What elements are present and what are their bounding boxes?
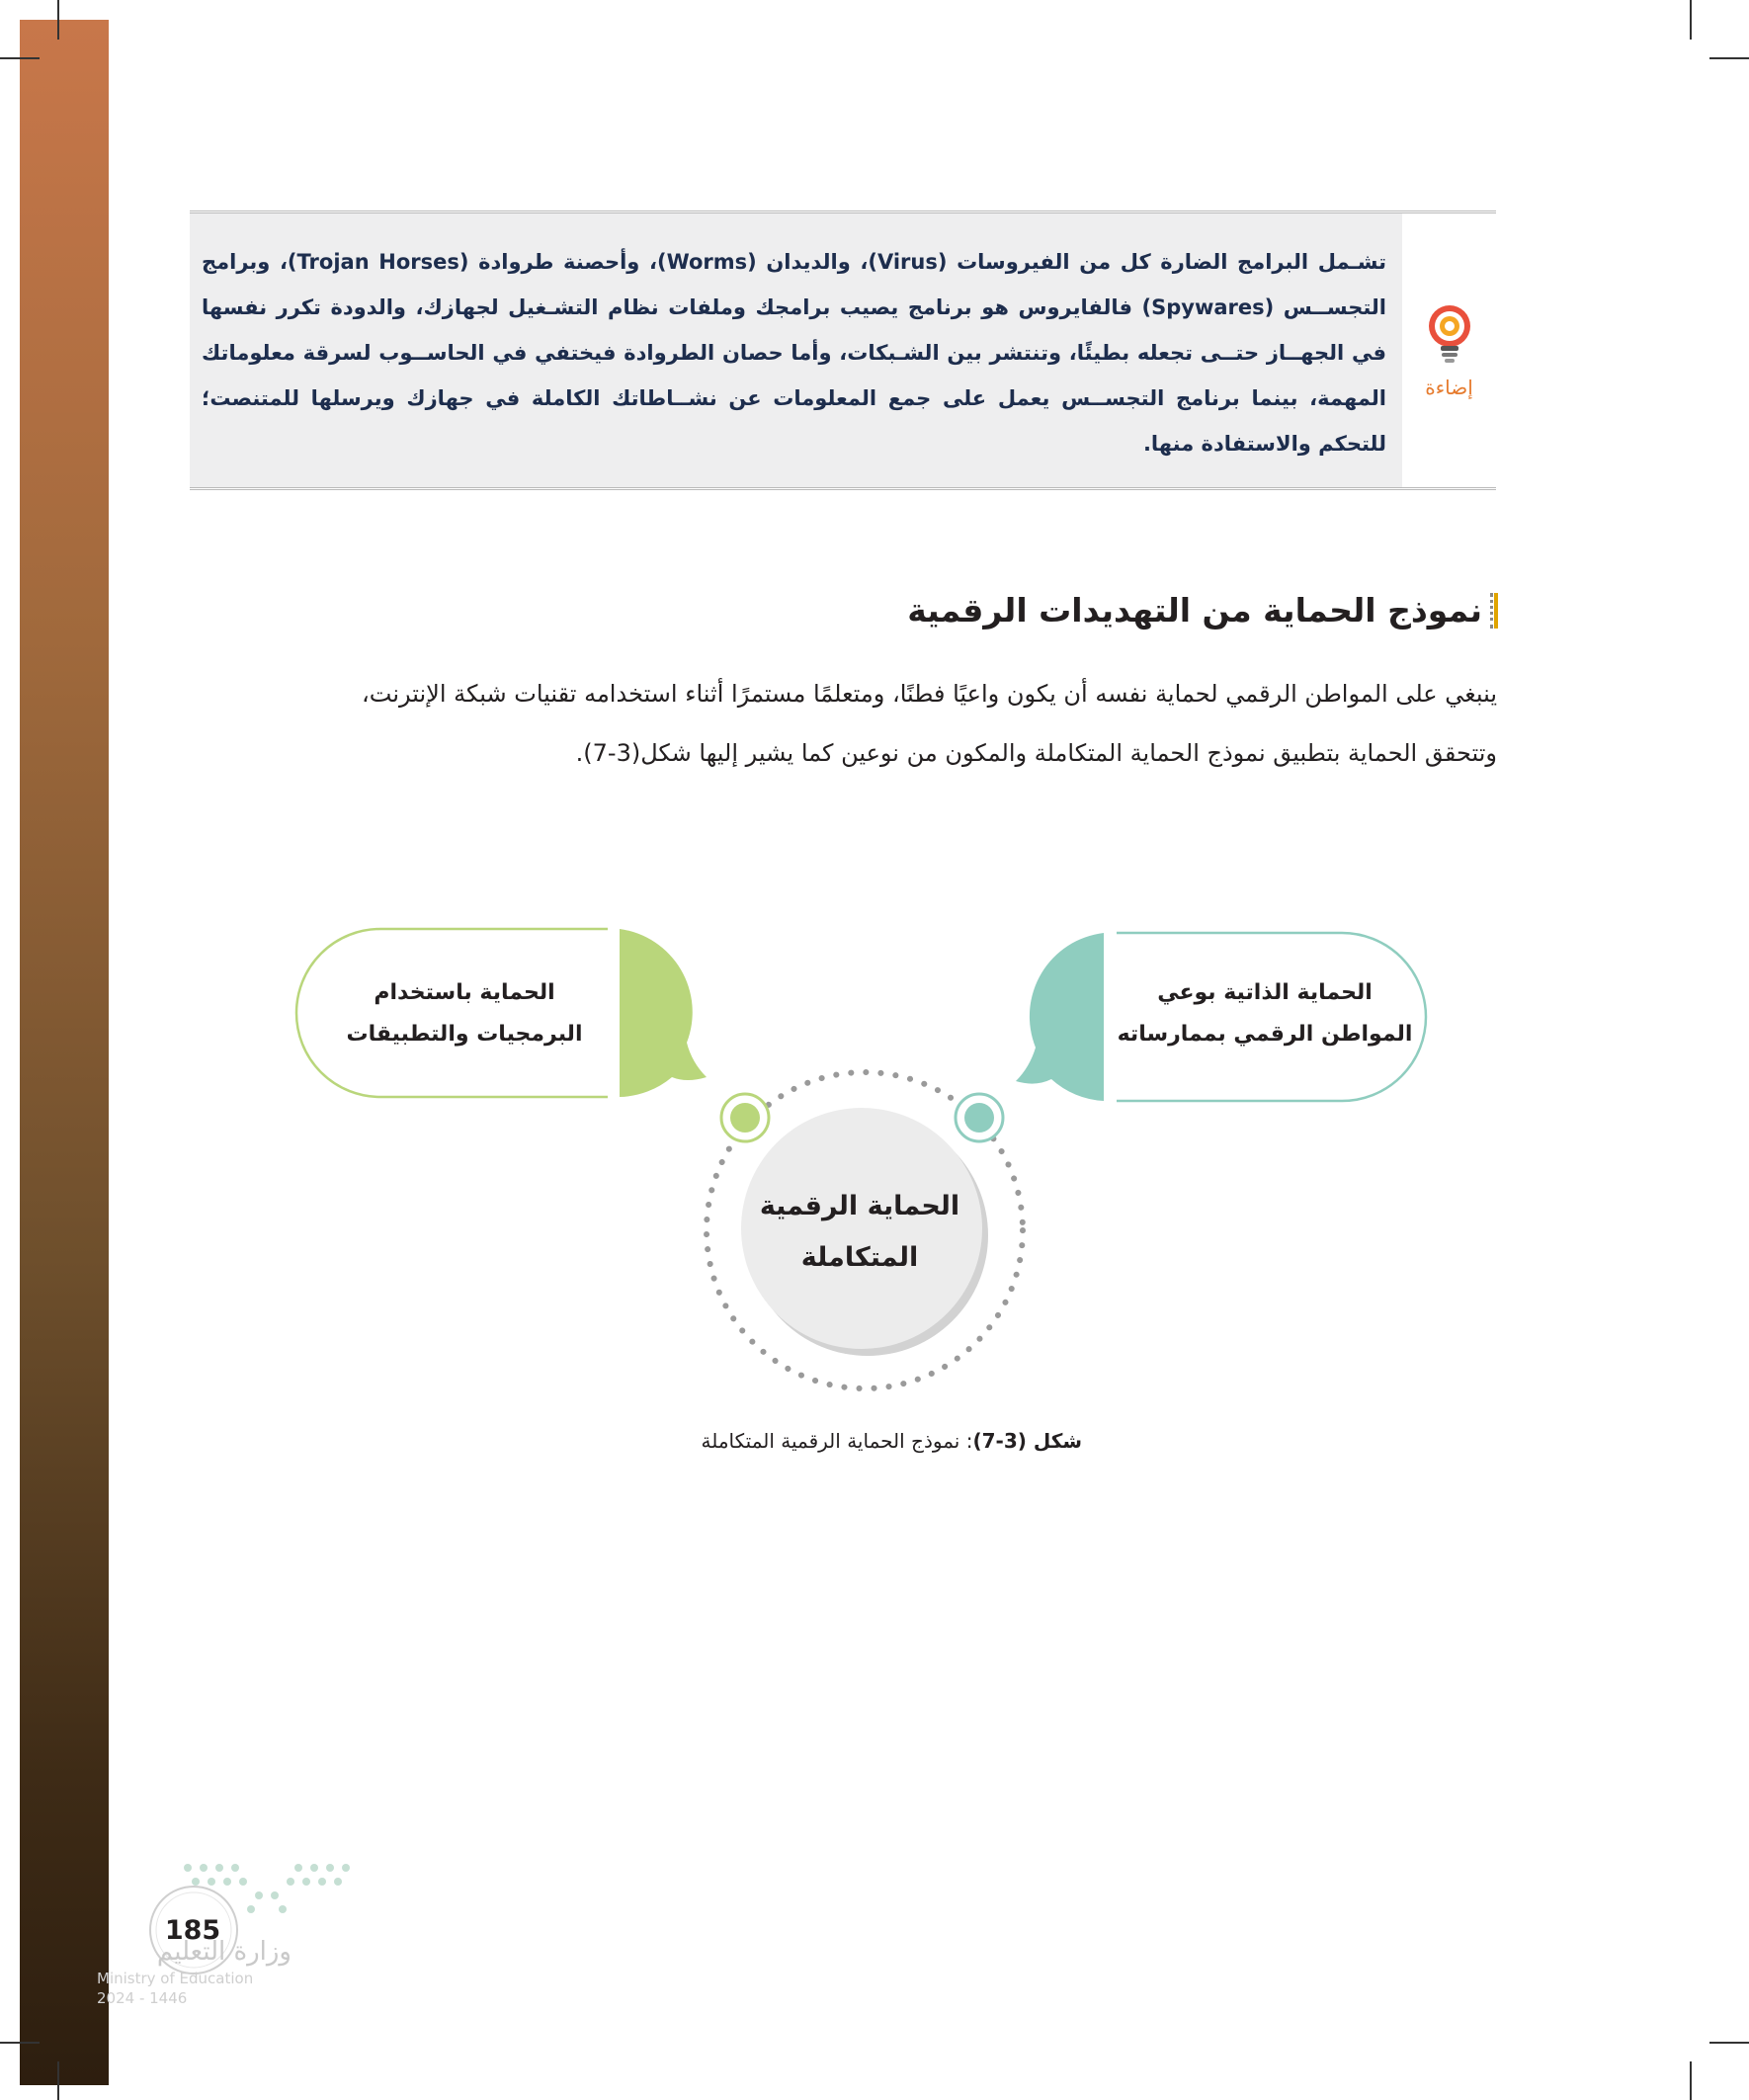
- right-bubble-line-1: الحماية الذاتية بوعي: [1157, 980, 1373, 1005]
- tip-label: إضاءة: [1425, 375, 1473, 399]
- caption-label: شكل (3-7): [972, 1429, 1082, 1453]
- section-heading-text: نموذج الحماية من التهديدات الرقمية: [907, 591, 1482, 630]
- center-line-1: الحماية الرقمية: [759, 1191, 960, 1221]
- paragraph-line-1: ينبغي على المواطن الرقمي لحماية نفسه أن يكون واعيًا فطنًا، ومتعلمًا مستمرًا أثناء استخدامه تقنيات شبكة الإنترنت،: [362, 680, 1497, 708]
- tip-text: تشـمل البرامج الضارة كل من الفيروسات (Virus)، والديدان (Worms)، وأحصنة طروادة (Trojan Horses)، وبرامج التجســس (Spywares) فالفايروس هو برنامج يصيب برامجك وملفات نظام التشـغيل لجهازك، والدودة تكرر نفسها في الجهــاز حتــى تجعله بطيئًا، وتنتشر بين الشـبكات، وأما حصان الطروادة فيختفي في الحاســوب لسرقة معلوماتك المهمة، بينما برنامج التجســس يعمل على جمع المعلومات عن نشــاطاتك الكاملة في جهازك ويرسلها للمتنصت؛ للتحكم والاستفادة منها.: [190, 213, 1402, 487]
- right-bubble-line-2: المواطن الرقمي بممارساته: [1117, 1022, 1413, 1047]
- ministry-year: 2024 - 1446: [97, 1989, 188, 2007]
- ministry-name-en: Ministry of Education: [97, 1970, 254, 1987]
- left-bubble-line-2: البرمجيات والتطبيقات: [346, 1022, 583, 1047]
- paragraph-line-2: وتتحقق الحماية بتطبيق نموذج الحماية المتكاملة والمكون من نوعين كما يشير إليها شكل(3-7).: [575, 739, 1497, 767]
- page-number: 185: [164, 1915, 221, 1946]
- ministry-name-ar: وزارة التعليم: [156, 1937, 292, 1967]
- left-bubble-line-1: الحماية باستخدام: [374, 980, 555, 1005]
- caption-text: : نموذج الحماية الرقمية المتكاملة: [701, 1429, 973, 1453]
- center-line-2: المتكاملة: [800, 1242, 919, 1273]
